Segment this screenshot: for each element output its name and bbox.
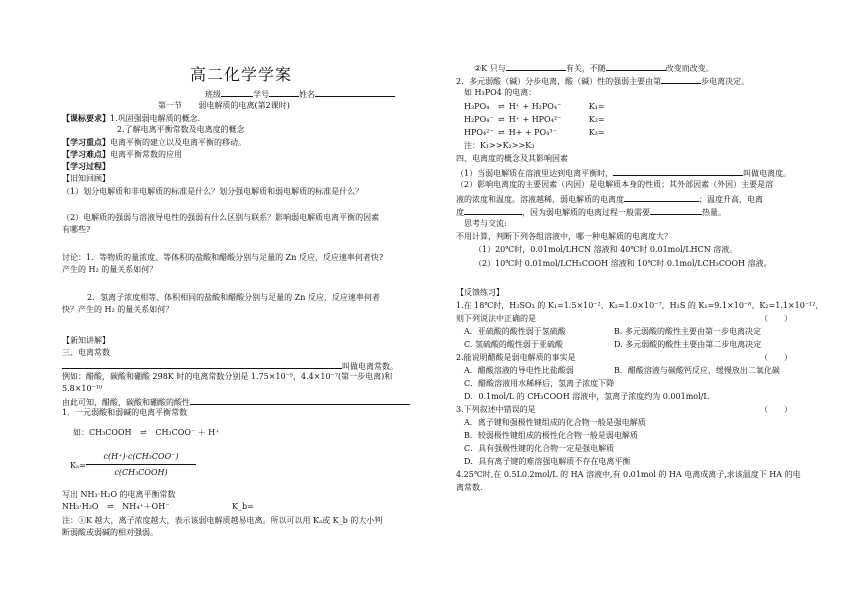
h3po4-step-3 [464,128,605,138]
poly-a: 2．多元弱酸（碱）分步电离，酸（碱）性的强弱主要由第 [456,77,662,86]
key-row [62,137,246,148]
deg-2b: 液的浓度和温度。溶液越稀，弱电解质的电离度 [456,195,624,204]
q4a: 4.25℃时,在 0.5L0.2mol/L 的 HA 溶液中,有 0.01mol 的 HA 电离成离子,求该温度下 HA 的电 [456,470,801,479]
called-k: 叫做电离常数。 [342,362,398,371]
step-right: H⁺ + H₂PO₄⁻ [508,102,562,111]
nh3-left: NH₃·H₂O [62,502,99,511]
q1-option-row-1 [464,327,761,337]
step-k: K₂= [588,115,605,124]
acidity-blank[interactable] [190,396,410,405]
temperature-blank[interactable] [464,206,522,215]
heat-blank[interactable] [650,206,702,215]
review-question-2a: （2）电解质的强弱与溶液导电性的强弱有什么区别与联系？影响弱电解质电离平衡的因素 [62,213,380,222]
goal-label: 【课标要求】 [62,113,110,123]
page-title: 高二化学学案 [190,65,293,84]
step-right: H⁺ + HPO₄²⁻ [508,115,562,124]
q3-answer-paren[interactable]: （ ） [760,405,792,414]
new-label: 【新知讲解】 [62,336,110,345]
goal-1: 1.巩固强弱电解质的概念. [110,114,201,123]
step-right: H+ + PO₄³⁻ [508,128,557,137]
equilibrium-arrows-icon: ⇌ [140,428,147,437]
q2-option-d: D．0.1mol/L 的 CH₃COOH 溶液中，氢离子浓度约为 0.001mol/L [464,392,709,401]
review-question-1: （1）划分电解质和非电解质的标准是什么？划分强电解质和弱电解质的标准是什么？ [62,187,364,196]
q2-answer-paren[interactable]: （ ） [760,353,792,362]
q4b: 离常数. [456,483,483,492]
option-a: A．醋酸溶液的导电性比盐酸弱 [464,366,574,375]
equilibrium-arrows-icon: ⇌ [107,502,114,511]
deg-1b: 叫做电离度。 [743,169,792,178]
q3: 3.下列叙述中错误的是 [456,405,536,414]
review-question-2b: 有哪些? [62,225,91,234]
degree-1-row [456,167,791,179]
review-label: 【旧知回顾】 [62,174,110,183]
ka-numerator: c(H⁺)·c(CH₃COO⁻) [103,452,179,461]
h3po4-step-1 [464,102,605,112]
discuss-2a: 2．氢离子浓度相等、体积相同的盐酸和醋酸分别与足量的 Zn 反应，反应速率何者 [87,293,380,302]
equilibrium-arrows-icon: ⇌ [498,102,505,111]
q3-option-b: B．较弱极性键组成的极性化合物一般是弱电解质 [464,431,638,440]
equilibrium-arrows-icon: ⇌ [498,128,505,137]
option-b: B．醋酸溶液与碳酸钙反应，缓慢放出二氧化碳 [614,366,780,375]
diff-text: 电离平衡常数的应用 [110,150,182,159]
h3po4-step-2 [464,115,605,125]
chapter-line [158,101,290,111]
step-left: H₂PO₄⁻ [464,115,494,124]
note-2-a: ②K 只与 [474,64,506,73]
deg-1a: （1）当弱电解质在溶液里达到电离平衡时， [456,169,614,178]
note-b: 断弱酸或弱碱的相对强弱。 [62,528,158,537]
k-note: 注：K₁>>K₂>>K₃ [464,141,535,150]
option-c: C. 氢硫酸的酸性弱于亚硫酸 [464,340,563,349]
degree-3-row [456,206,726,218]
deg-2d: 度 [456,208,464,217]
form-line [205,88,395,100]
q1-option-row-2 [464,340,761,350]
q1b: 则下列说法中正确的是 [456,314,536,323]
diff-row [62,149,182,160]
right-column [430,0,860,607]
option-b: B. 多元弱酸的酸性主要由第一步电离决定 [614,327,761,336]
note-2-c: 改变而改变。 [665,64,714,73]
ka-denominator: c(CH₃COOH) [114,468,168,477]
nh3-right: NH₄⁺＋OH⁻ [122,502,170,511]
nh3-write: 写出 NH₃·H₂O 的电离平衡常数 [62,490,176,499]
q3-option-a: A．离子键和强极性键组成的化合物一般是强电解质 [464,418,646,427]
section-3: 三、电离常数 [62,348,110,357]
kb-label: K_b= [231,502,254,511]
poly-b: 步电离决定。 [701,77,750,86]
note-2-blank-2[interactable] [606,62,666,71]
degree-definition-blank[interactable] [613,167,743,176]
example-b: 5.8×10⁻¹⁰ [62,384,103,393]
deg-2c: ；温度升高，电离 [699,195,763,204]
q1-answer-paren[interactable]: （ ） [760,314,792,323]
acidity-row [62,396,410,408]
calc-2: （2）10℃时 0.01mol/LCH₃COOH 溶液和 10℃时 0.1mol/LCH₃COOH 溶液。 [474,259,772,268]
chapter-title: 弱电解质的电离(第2课时) [198,101,290,110]
option-d: D. 多元弱酸的酸性主要由第二步电离决定 [614,340,762,349]
deg-2e: ，因为弱电解质的电离过程一般需要 [522,208,650,217]
q1a: 1.在 18℃时，H₂SO₃ 的 K₁=1.5×10⁻²、K₂=1.0×10⁻⁷，H₂S 的 K₁=9.1×10⁻⁸、K₂=1.1×10⁻¹²， [456,301,824,310]
note-a: 注：①K 越大，离子浓度越大，表示该弱电解质越易电离。所以可以用 Kₐ或 K_b 的大小判 [62,516,383,525]
step-left: H₃PO₄ [464,102,490,111]
k-definition-blank[interactable] [62,360,342,369]
discuss-1b: 产生的 H₂ 的量关系如何？ [62,265,158,274]
key-text: 电离平衡的建立以及电离平衡的移动。 [110,138,246,147]
think: 思考与交流: [464,219,507,228]
q2: 2.能说明醋酸是弱电解质的事实是 [456,353,576,362]
class-label: 班级 [205,90,221,99]
section-4: 四、电离度的概念及其影响因素 [456,154,568,163]
eq-products: CH₃COO⁻ ＋ H⁺ [155,428,220,437]
poly-row [456,75,749,87]
diff-label: 【学习难点】 [62,149,110,159]
process-label: 【学习过程】 [62,161,110,171]
goal-2: 2.了解电离平衡常数及电离度的概念 [117,125,245,134]
ka-label: Kₐ= [70,461,86,470]
note-2-blank-1[interactable] [506,62,566,71]
weak-acid: 1．一元弱酸和弱碱的电离平衡常数 [62,408,188,417]
chapter-number: 第一节 [158,101,182,110]
goal-row [62,113,200,124]
step-k: K₃= [588,128,605,137]
key-label: 【学习重点】 [62,137,110,147]
deg-2a: （2）影响电离度的主要因素（内因）是电解质本身的性质；其外部因素（外因）主要是溶 [456,180,774,189]
deg-2f: 热量。 [702,208,726,217]
class-blank[interactable] [221,88,253,97]
feedback-label: 【反馈练习】 [456,288,504,297]
eq-prefix: 如：CH₃COOH [73,428,132,437]
discuss-2b: 快？产生的 H₂ 的量关系如何？ [62,305,174,314]
equilibrium-arrows-icon: ⇌ [498,115,505,124]
acidity: 由此可知，醋酸，碳酸和硼酸的酸性 [62,398,190,407]
dilution-blank[interactable] [624,193,699,202]
q2-option-row-1 [464,366,780,376]
called-k-row [62,360,398,372]
discuss-1a: 讨论：1．等物质的量浓度、等体积的盐酸和醋酸分别与足量的 Zn 反应，反应速率何者快? [62,253,384,262]
note-2-row [474,62,714,74]
q3-option-d: D．具有离子键的难溶强电解质不存在电离平衡 [464,457,631,466]
number-blank[interactable] [269,88,299,97]
step-k: K₁= [588,102,605,111]
nh3-equation [62,502,254,512]
poly-blank[interactable] [661,75,701,84]
name-blank[interactable] [315,88,395,97]
ka-fraction-bar [86,464,196,465]
h3po4-intro: 如 H₃PO4 的电离： [464,88,537,97]
name-label: 姓名 [299,90,315,99]
example-a: 例如：醋酸，碳酸和硼酸 298K 时的电离常数分别是 1.75×10⁻⁵，4.4×10⁻⁷(第一步电离)和 [62,372,393,381]
option-a: A．亚硫酸的酸性弱于氢硫酸 [464,327,566,336]
note-2-b: 有关，不随 [565,64,606,73]
step-left: HPO₄²⁻ [464,128,494,137]
degree-2-row [456,193,763,205]
acetic-equation [73,428,219,438]
calc-intro: 不用计算，判断下列各组溶液中，哪一种电解质的电离度大？ [456,232,672,241]
q2-option-c: C．醋酸溶液用水稀释后，氢离子浓度下降 [464,379,615,388]
number-label: 学号 [253,90,269,99]
calc-1: （1）20℃时，0.01mol/LHCN 溶液和 40℃时 0.01mol/LHCN 溶液。 [474,245,738,254]
q3-option-c: C．具有强极性键的化合物一定是强电解质 [464,444,615,453]
